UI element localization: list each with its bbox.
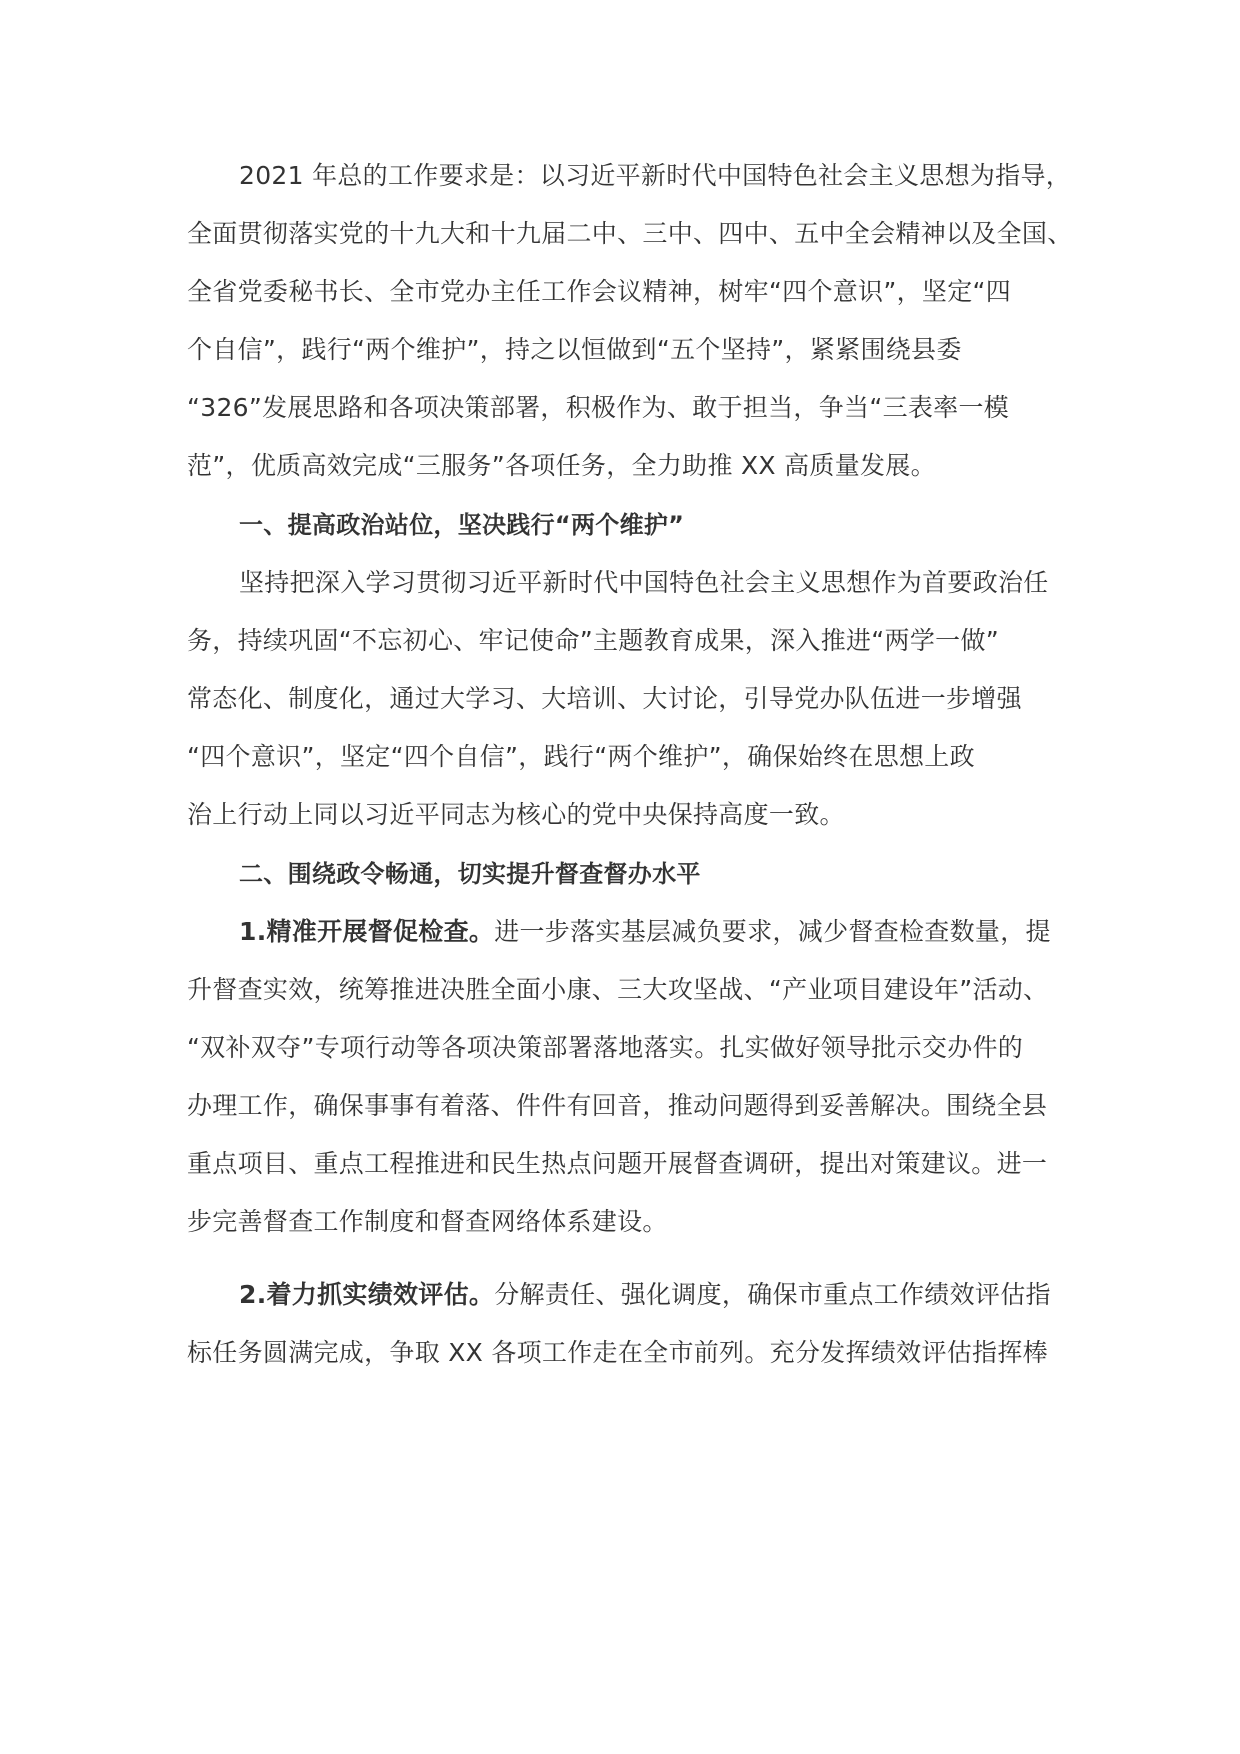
paragraph-4-line-2: 标任务圆满完成，争取 XX 各项工作走在全市前列。充分发挥绩效评估指挥棒 — [187, 1338, 1048, 1367]
paragraph-3-line-1 — [239, 915, 1119, 949]
paragraph-1-line-6: 范”，优质高效完成“三服务”各项任务，全力助推 XX 高质量发展。 — [187, 451, 936, 480]
paragraph-3-first-rest: 进一步落实基层减负要求，减少督查检查数量，提 — [494, 917, 1051, 946]
paragraph-2-line-2: 务，持续巩固“不忘初心、牢记使命”主题教育成果，深入推进“两学一做” — [187, 626, 1000, 655]
paragraph-4-line-1 — [239, 1278, 1119, 1312]
paragraph-1-line-1: 2021 年总的工作要求是：以习近平新时代中国特色社会主义思想为指导， — [239, 161, 1072, 190]
paragraph-2-line-4: “四个意识”，坚定“四个自信”，践行“两个维护”，确保始终在思想上政 — [187, 742, 975, 771]
paragraph-3-line-2: 升督查实效，统筹推进决胜全面小康、三大攻坚战、“产业项目建设年”活动、 — [187, 975, 1049, 1004]
paragraph-3-lead: 1.精准开展督促检查。 — [239, 917, 495, 946]
paragraph-2-line-3: 常态化、制度化，通过大学习、大培训、大讨论，引导党办队伍进一步增强 — [187, 684, 1022, 713]
section-heading-2: 二、围绕政令畅通，切实提升督查督办水平 — [239, 860, 701, 888]
paragraph-4-first-rest: 分解责任、强化调度，确保市重点工作绩效评估指 — [494, 1280, 1051, 1309]
paragraph-1-line-2: 全面贯彻落实党的十九大和十九届二中、三中、四中、五中全会精神以及全国、 — [187, 219, 1073, 248]
section-heading-1: 一、提高政治站位，坚决践行“两个维护” — [239, 511, 685, 539]
paragraph-3-line-5: 重点项目、重点工程推进和民生热点问题开展督查调研，提出对策建议。进一 — [187, 1149, 1048, 1178]
paragraph-2-line-1: 坚持把深入学习贯彻习近平新时代中国特色社会主义思想作为首要政治任 — [239, 568, 1049, 597]
paragraph-3-line-3: “双补双夺”专项行动等各项决策部署落地落实。扎实做好领导批示交办件的 — [187, 1033, 1024, 1062]
paragraph-3-line-4: 办理工作，确保事事有着落、件件有回音，推动问题得到妥善解决。围绕全县 — [187, 1091, 1048, 1120]
paragraph-4-lead: 2.着力抓实绩效评估。 — [239, 1280, 495, 1309]
paragraph-1-line-5: “326”发展思路和各项决策部署，积极作为、敢于担当，争当“三表率一模 — [187, 393, 1010, 422]
paragraph-1-line-4: 个自信”，践行“两个维护”，持之以恒做到“五个坚持”，紧紧围绕县委 — [187, 335, 962, 364]
paragraph-2-line-5: 治上行动上同以习近平同志为核心的党中央保持高度一致。 — [187, 800, 845, 829]
paragraph-3-line-6: 步完善督查工作制度和督查网络体系建设。 — [187, 1207, 668, 1236]
paragraph-1-line-3: 全省党委秘书长、全市党办主任工作会议精神，树牢“四个意识”，坚定“四 — [187, 277, 1012, 306]
